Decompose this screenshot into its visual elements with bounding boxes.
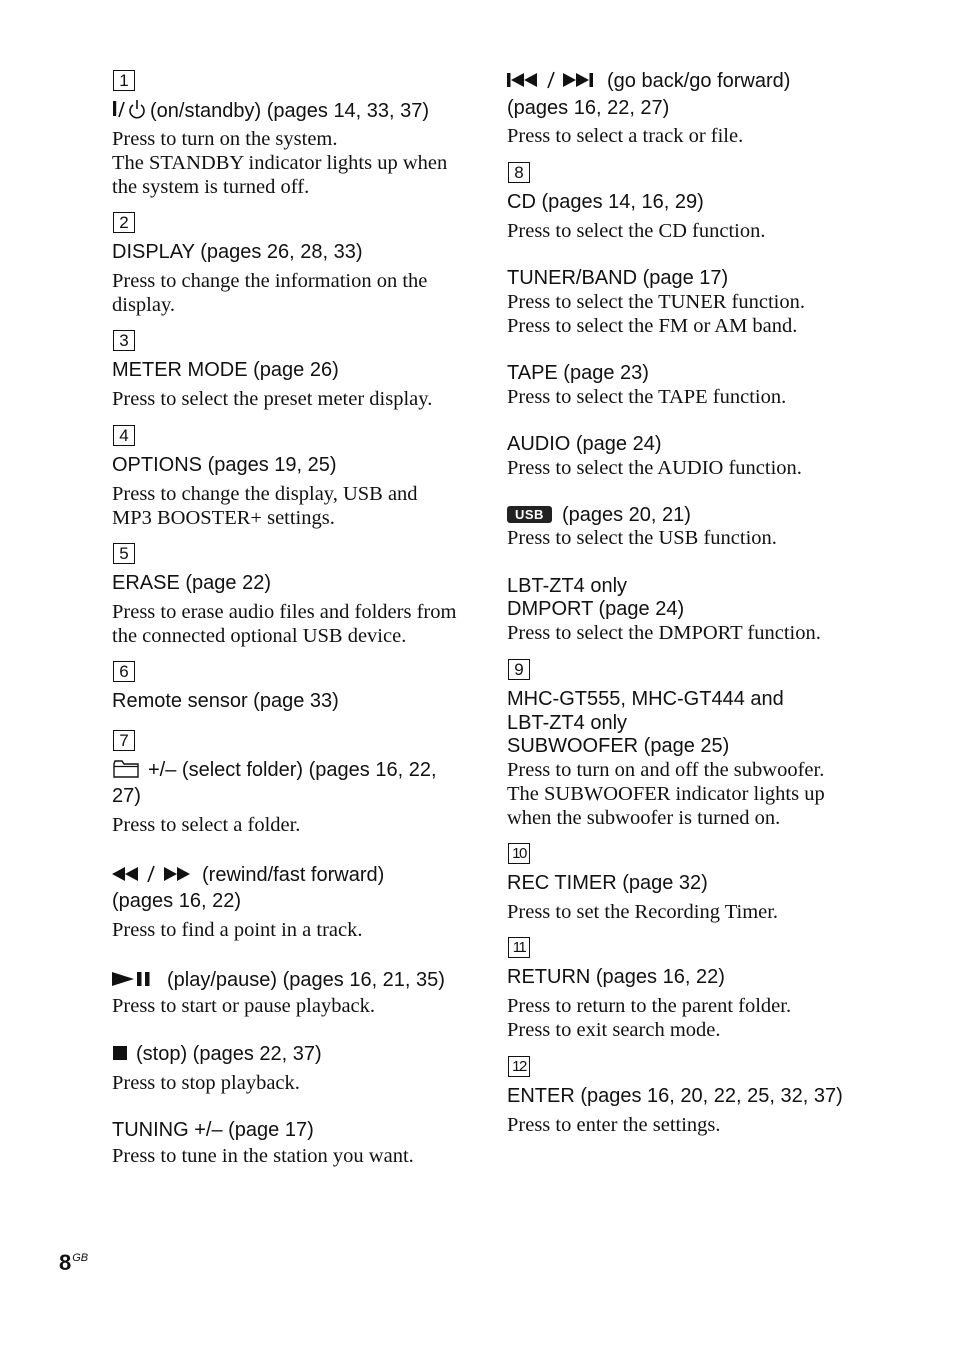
body-line: The SUBWOOFER indicator lights up <box>507 783 825 805</box>
body-line: the system is turned off. <box>112 176 310 198</box>
power-icon <box>112 98 150 120</box>
play-pause-heading-text: (play/pause) (pages 16, 21, 35) <box>167 969 445 991</box>
play-pause-heading <box>112 968 445 992</box>
stop-heading <box>112 1042 322 1066</box>
body-line: Press to select the AUDIO function. <box>507 457 802 479</box>
body-line: Press to stop playback. <box>112 1072 300 1094</box>
rewind-fast-forward-icon <box>112 865 196 883</box>
body-line: Press to select the CD function. <box>507 220 766 242</box>
body-line: Press to select the USB function. <box>507 527 777 549</box>
dmport-model-note: LBT-ZT4 only <box>507 575 628 597</box>
tuner-band-heading: TUNER/BAND (page 17) <box>507 267 729 289</box>
body-line: The STANDBY indicator lights up when <box>112 152 448 174</box>
page-number <box>59 1250 88 1276</box>
rewind-heading-text: (rewind/fast forward) <box>202 864 385 886</box>
select-folder-heading <box>112 758 437 782</box>
page-number-value: 8 <box>59 1250 72 1275</box>
body-line: Press to turn on the system. <box>112 128 338 150</box>
on-standby-heading-text: (on/standby) (pages 14, 33, 37) <box>150 100 430 122</box>
item-number-5: 5 <box>113 543 135 564</box>
body-line: Press to select the DMPORT function. <box>507 622 821 644</box>
erase-heading: ERASE (page 22) <box>112 572 271 594</box>
body-line: Press to exit search mode. <box>507 1019 721 1041</box>
body-line: Press to select a track or file. <box>507 125 744 147</box>
select-folder-heading-cont: 27) <box>112 785 141 807</box>
item-number-2: 2 <box>113 212 135 233</box>
item-number-12: 12 <box>508 1056 530 1077</box>
go-back-go-forward-icon <box>507 71 603 89</box>
item-number-4: 4 <box>113 425 135 446</box>
display-heading: DISPLAY (pages 26, 28, 33) <box>112 241 363 263</box>
remote-sensor-heading: Remote sensor (page 33) <box>112 690 339 712</box>
body-line: Press to change the information on the <box>112 270 428 292</box>
body-line: Press to start or pause playback. <box>112 995 376 1017</box>
skip-heading-cont: (pages 16, 22, 27) <box>507 97 670 119</box>
rec-timer-heading: REC TIMER (page 32) <box>507 872 708 894</box>
play-pause-icon <box>112 970 162 988</box>
body-line: Press to turn on and off the subwoofer. <box>507 759 825 781</box>
body-line: Press to select the preset meter display. <box>112 388 433 410</box>
usb-icon: USB <box>507 506 552 523</box>
return-heading: RETURN (pages 16, 22) <box>507 966 725 988</box>
item-number-1: 1 <box>113 70 135 91</box>
body-line: Press to select the TAPE function. <box>507 386 787 408</box>
body-line: Press to tune in the station you want. <box>112 1145 414 1167</box>
item-number-11: 11 <box>508 937 530 958</box>
item-number-3: 3 <box>113 330 135 351</box>
item-number-8: 8 <box>508 162 530 183</box>
meter-mode-heading: METER MODE (page 26) <box>112 359 339 381</box>
select-folder-heading-text: +/– (select folder) (pages 16, 22, <box>148 759 437 781</box>
body-line: Press to erase audio files and folders from <box>112 601 457 623</box>
body-line: the connected optional USB device. <box>112 625 407 647</box>
folder-icon <box>112 759 142 779</box>
item-number-7: 7 <box>113 730 135 751</box>
rewind-heading <box>112 863 384 887</box>
cd-heading: CD (pages 14, 16, 29) <box>507 191 704 213</box>
on-standby-heading <box>112 98 429 123</box>
options-heading: OPTIONS (pages 19, 25) <box>112 454 337 476</box>
item-number-6: 6 <box>113 661 135 682</box>
body-line: Press to change the display, USB and <box>112 483 418 505</box>
subwoofer-heading: SUBWOOFER (page 25) <box>507 735 730 757</box>
rewind-heading-cont: (pages 16, 22) <box>112 890 241 912</box>
page-number-suffix: GB <box>72 1252 89 1264</box>
usb-heading-text: (pages 20, 21) <box>561 504 691 526</box>
stop-heading-text: (stop) (pages 22, 37) <box>136 1043 322 1065</box>
skip-heading <box>507 69 790 93</box>
item-number-9: 9 <box>508 659 530 680</box>
usb-heading <box>507 503 691 527</box>
body-line: MP3 BOOSTER+ settings. <box>112 507 335 529</box>
body-line: Press to find a point in a track. <box>112 919 363 941</box>
dmport-heading: DMPORT (page 24) <box>507 598 685 620</box>
tape-heading: TAPE (page 23) <box>507 362 649 384</box>
audio-heading: AUDIO (page 24) <box>507 433 662 455</box>
tuning-heading: TUNING +/– (page 17) <box>112 1119 314 1141</box>
item-number-10: 10 <box>508 843 530 864</box>
enter-heading: ENTER (pages 16, 20, 22, 25, 32, 37) <box>507 1085 843 1107</box>
body-line: Press to set the Recording Timer. <box>507 901 779 923</box>
stop-icon <box>112 1044 132 1062</box>
body-line: display. <box>112 294 176 316</box>
body-line: when the subwoofer is turned on. <box>507 807 781 829</box>
body-line: Press to enter the settings. <box>507 1114 721 1136</box>
body-line: Press to select the TUNER function. <box>507 291 805 313</box>
body-line: Press to return to the parent folder. <box>507 995 792 1017</box>
body-line: Press to select a folder. <box>112 814 301 836</box>
body-line: Press to select the FM or AM band. <box>507 315 798 337</box>
skip-heading-text: (go back/go forward) <box>607 70 791 92</box>
subwoofer-model-note: LBT-ZT4 only <box>507 712 628 734</box>
subwoofer-model-note: MHC-GT555, MHC-GT444 and <box>507 688 784 710</box>
